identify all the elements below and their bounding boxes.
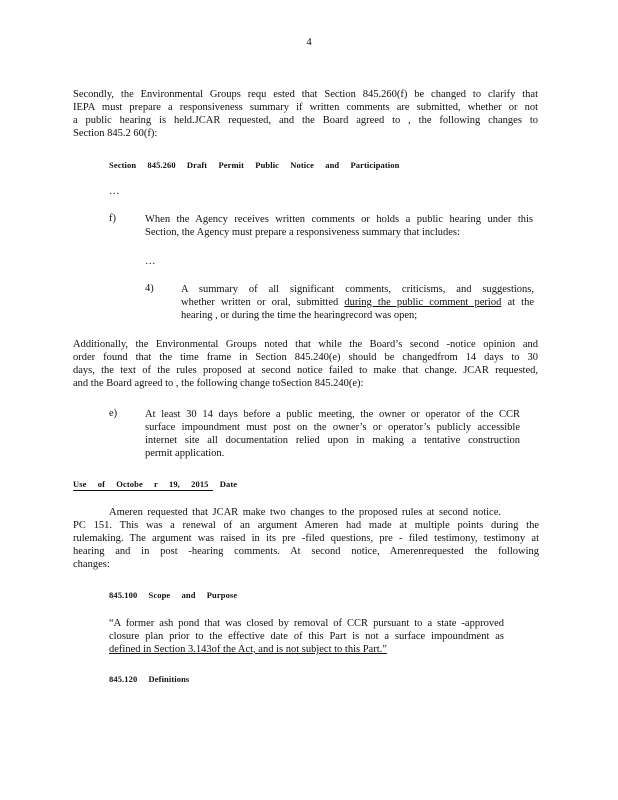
text-line: rulemaking. The argument was raised in its pre -filed questions, pre - filed testimony, testimony at [73,533,539,544]
item-label-e: e) [109,408,118,419]
text-line: Ameren requested that JCAR make two changes to the proposed rules at second notice. [109,507,501,518]
text-line: A summary of all significant comments, criticisms, and suggestions, [181,284,534,295]
text-line: and the Board agreed to , the following change toSection 845.240(e): [73,378,364,389]
item-4-text [181,283,534,322]
text-line: a public hearing is held.JCAR requested, and the Board agreed to , the following changes to [73,115,538,126]
section-heading-845-260: Section 845.260 Draft Permit Public Notice and Participation [109,160,400,170]
text-run: at the [501,297,535,308]
text-line: At least 30 14 days before a public meeting, the owner or operator of the CCR [145,409,520,420]
text-run: whether written or oral, submitted [181,297,345,308]
ellipsis: … [145,256,156,267]
text-line: permit application. [145,448,225,459]
text-line [181,296,534,309]
ellipsis: … [109,186,120,197]
text-line: Section, the Agency must prepare a responsiveness summary that includes: [145,227,460,238]
text-line: Secondly, the Environmental Groups requ ested that Section 845.260(f) be changed to clarify that [73,89,538,100]
item-e-text [145,408,520,460]
item-label-f: f) [109,213,116,224]
section-heading-use-date: Use of Octobe r 19, 2015 Date [73,479,238,489]
underlined-insertion: defined in Section 3.143of the Act, and is not subject to this Part.” [109,644,387,655]
text-line [109,643,504,656]
underlined-insertion: during the public comment period [344,297,502,308]
text-line: Section 845.2 60(f): [73,128,158,139]
text-line: order found that the time frame in Section 845.240(e) should be changedfrom 14 days to 30 [73,352,538,363]
text-line: internet site all documentation relied upon in making a tentative construction [145,435,520,446]
quoted-definition [109,617,504,656]
paragraph-ameren [73,506,539,571]
paragraph-secondly [73,88,538,140]
item-f-text [145,213,533,239]
text-line: hearing and in post -hearing comments. At second notice, Amerenrequested the following [73,546,539,557]
section-heading-845-120: 845.120 Definitions [109,674,190,684]
text-line: changes: [73,559,110,570]
text-line: IEPA must prepare a responsiveness summary if written comments are submitted, whether or not [73,102,538,113]
text-line: surface impoundment must post on the owner’s or operator’s publicly accessible [145,422,520,433]
text-line: “A former ash pond that was closed by removal of CCR pursuant to a state -approved [109,618,504,629]
item-label-4: 4) [145,283,154,294]
text-line: Additionally, the Environmental Groups noted that while the Board’s second -notice opinion and [73,339,538,350]
page-number: 4 [306,36,312,48]
section-heading-845-100: 845.100 Scope and Purpose [109,590,238,600]
text-line: hearing , or during the time the hearingrecord was open; [181,310,418,321]
text-line: days, the text of the rules proposed at second notice failed to make that change. JCAR requested, [73,365,538,376]
paragraph-additionally [73,338,538,390]
text-line: closure plan prior to the effective date of this Part is not a surface impoundment as [109,631,504,642]
text-line: When the Agency receives written comments or holds a public hearing under this [145,214,533,225]
text-line: PC 151. This was a renewal of an argument Ameren had made at multiple points during the [73,520,539,531]
